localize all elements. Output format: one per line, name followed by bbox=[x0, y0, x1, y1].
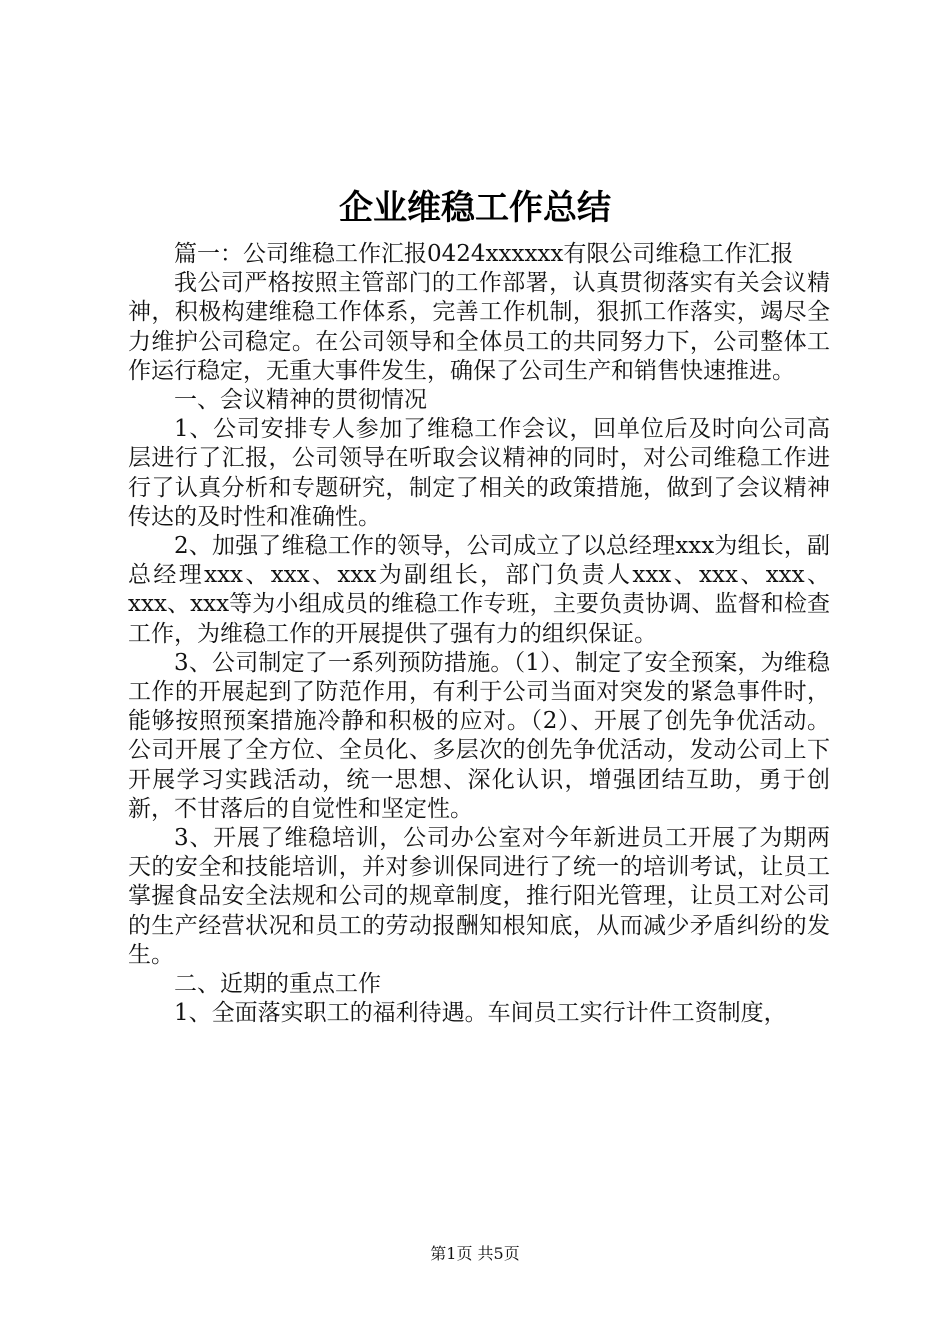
page-footer: 第1页 共5页 bbox=[430, 1244, 520, 1263]
paragraph: 我公司严格按照主管部门的工作部署，认真贯彻落实有关会议精神，积极构建维稳工作体系，完善工作机制，狠抓工作落实，竭尽全力维护公司稳定。在公司领导和全体员工的共同努力下，公司整体工作运行稳定，无重大事件发生，确保了公司生产和销售快速推进。 bbox=[128, 270, 830, 384]
document-body bbox=[128, 240, 830, 1028]
paragraph: 1、公司安排专人参加了维稳工作会议，回单位后及时向公司高层进行了汇报，公司领导在听取会议精神的同时，对公司维稳工作进行了认真分析和专题研究，制定了相关的政策措施，做到了会议精神传达的及时性和准确性。 bbox=[128, 416, 830, 530]
paragraph: 3、公司制定了一系列预防措施。（1）、制定了安全预案，为维稳工作的开展起到了防范作用，有利于公司当面对突发的紧急事件时，能够按照预案措施冷静和积极的应对。（2）、开展了创先争优活动。公司开展了全方位、全员化、多层次的创先争优活动，发动公司上下开展学习实践活动，统一思想、深化认识，增强团结互助，勇于创新，不甘落后的自觉性和坚定性。 bbox=[128, 649, 830, 822]
paragraph: 2、加强了维稳工作的领导，公司成立了以总经理xxx为组长，副总经理xxx、xxx、xxx为副组长，部门负责人xxx、xxx、xxx、xxx、xxx等为小组成员的维稳工作专班，主要负责协调、监督和检查工作，为维稳工作的开展提供了强有力的组织保证。 bbox=[128, 533, 830, 647]
paragraph: 1、全面落实职工的福利待遇。车间员工实行计件工资制度， bbox=[174, 1000, 787, 1027]
paragraph: 3、开展了维稳培训，公司办公室对今年新进员工开展了为期两天的安全和技能培训，并对参训保同进行了统一的培训考试，让员工掌握食品安全法规和公司的规章制度，推行阳光管理，让员工对公司的生产经营状况和员工的劳动报酬知根知底，从而减少矛盾纠纷的发生。 bbox=[128, 825, 830, 968]
document-title: 企业维稳工作总结 bbox=[339, 188, 611, 228]
section-heading: 二、近期的重点工作 bbox=[174, 971, 381, 998]
section-heading: 一、会议精神的贯彻情况 bbox=[174, 387, 427, 414]
paragraph: 篇一：公司维稳工作汇报0424xxxxxx有限公司维稳工作汇报 bbox=[174, 241, 794, 267]
